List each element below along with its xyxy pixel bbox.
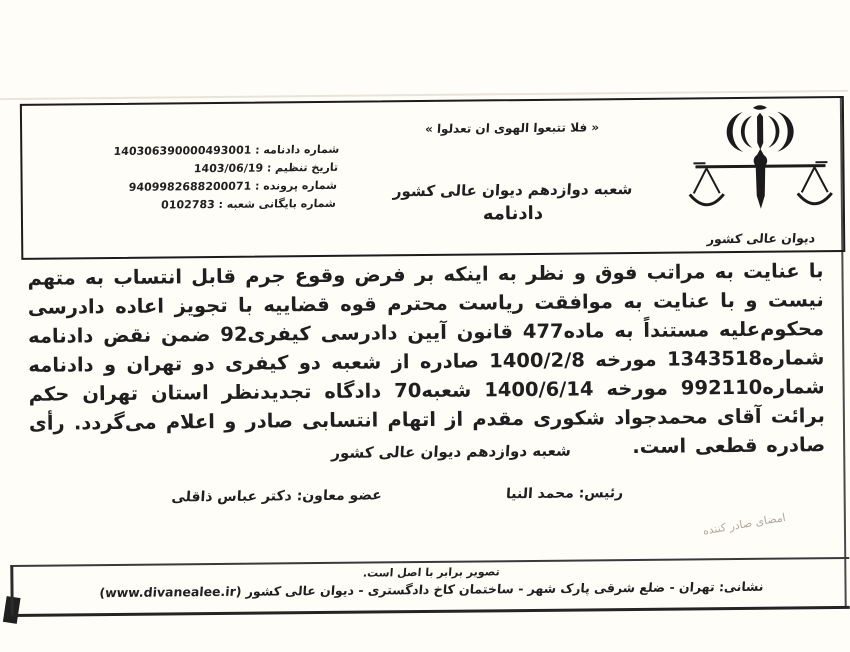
archive-number-label: شماره بایگانی شعبه : <box>218 196 337 211</box>
header-center-block <box>302 119 723 226</box>
footer-band <box>10 557 849 617</box>
issuer-signature-faint-note: امضای صادر کننده <box>701 510 787 538</box>
reference-numbers-block <box>55 141 339 216</box>
judgment-number-label: شماره دادنامه : <box>254 142 340 157</box>
emblem-block <box>684 102 837 246</box>
court-address-line: نشانی: تهران - ضلع شرقی پارک شهر - ساختمان کاخ دادگستری - دیوان عالی کشور (www.divanealee.ir) <box>98 578 765 601</box>
case-number-label: شماره پرونده : <box>254 178 338 193</box>
archive-number-field <box>55 195 336 216</box>
case-number-value: 9409982688200071 <box>128 179 252 194</box>
issue-date-label: تاریخ تنظیم : <box>266 160 339 175</box>
judgment-body-text: با عنایت به مراتب فوق و نظر به اینکه بر فرض وقوع جرم قابل انتساب به متهم نیست و با عنایت به موافقت ریاست محترم قوه قضاییه با تجویز اعاده دادرسی محکوم‌علیه مستنداً به ماده477 قانون آیین دادرسی کیفری92 ضمن نقض دادنامه شماره1343518 مورخه 1400/2/8 صادره از شعبه دو کیفری دو تهران و دادنامه شماره992110 مورخه 1400/6/14 شعبه70 دادگاه تجدیدنظر استان تهران حکم برائت آقای محمدجواد شکوری مقدم از اتهام انتسابی صادر و اعلام می‌گردد. رأی صادره قطعی است. <box>27 259 826 459</box>
issue-date-value: 1403/06/19 <box>193 161 264 176</box>
quranic-motto: « فلا تتبعوا الهوی ان تعدلوا » <box>424 120 600 136</box>
president-signature: رئیس: محمد النیا <box>505 485 624 503</box>
judgment-number-value: 140306390000493001 <box>113 143 252 158</box>
archive-number-value: 0102783 <box>160 198 216 212</box>
signature-branch-line: شعبه دوازدهم دیوان عالی کشور <box>330 441 572 462</box>
certified-true-copy-line: تصویر برابر با اصل است. <box>362 565 501 580</box>
deputy-member-signature: عضو معاون: دکتر عباس ذاقلی <box>170 487 383 506</box>
document-title: دادنامه <box>482 202 544 225</box>
header-box <box>20 96 845 260</box>
emblem-caption: دیوان عالی کشور <box>706 230 816 247</box>
issuing-branch-line: شعبه دوازدهم دیوان عالی کشور <box>392 179 633 201</box>
